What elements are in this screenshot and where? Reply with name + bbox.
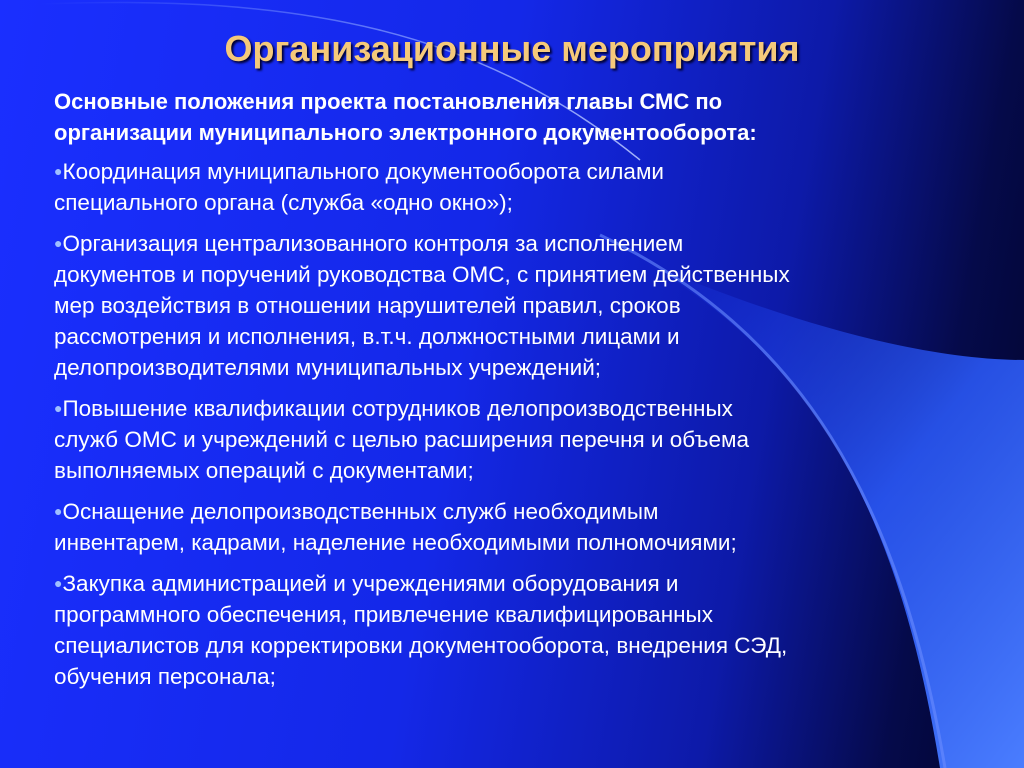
- slide-content: [54, 86, 1004, 702]
- bullet-line: программного обеспечения, привлечение квалифицированных: [54, 602, 713, 627]
- bullet-line: рассмотрения и исполнения, в.т.ч. должностными лицами и: [54, 324, 680, 349]
- bullet-line: [54, 568, 1004, 599]
- bullet-line: специального органа (служба «одно окно»);: [54, 190, 513, 215]
- bullet-item: [54, 496, 1004, 558]
- bullet-dot-icon: ●: [54, 400, 63, 416]
- bullet-text: Организация централизованного контроля за исполнением: [62, 231, 684, 256]
- bullet-line: [54, 228, 1004, 259]
- bullet-line: [54, 156, 1004, 187]
- bullet-line: документов и поручений руководства ОМС, с принятием действенных: [54, 262, 790, 287]
- bullet-line: инвентарем, кадрами, наделение необходимыми полномочиями;: [54, 530, 737, 555]
- intro-line: организации муниципального электронного документооборота:: [54, 120, 757, 145]
- bullet-text: Оснащение делопроизводственных служб необходимым: [62, 499, 659, 524]
- bullet-line: [54, 393, 1004, 424]
- bullet-line: делопроизводителями муниципальных учреждений;: [54, 355, 602, 380]
- bullet-text: Координация муниципального документооборота силами: [62, 159, 664, 184]
- bullet-line: служб ОМС и учреждений с целью расширения перечня и объема: [54, 427, 749, 452]
- bullet-line: [54, 496, 1004, 527]
- bullet-dot-icon: ●: [54, 235, 63, 251]
- bullet-line: мер воздействия в отношении нарушителей правил, сроков: [54, 293, 681, 318]
- bullet-line: выполняемых операций с документами;: [54, 458, 474, 483]
- intro-line: Основные положения проекта постановления главы СМС по: [54, 89, 723, 114]
- bullet-item: [54, 393, 1004, 486]
- bullet-line: специалистов для корректировки документооборота, внедрения СЭД,: [54, 633, 788, 658]
- bullet-dot-icon: ●: [54, 503, 63, 519]
- bullet-line: обучения персонала;: [54, 664, 276, 689]
- bullet-dot-icon: ●: [54, 163, 63, 179]
- bullet-text: Закупка администрацией и учреждениями оборудования и: [62, 571, 679, 596]
- bullet-dot-icon: ●: [54, 575, 63, 591]
- bullet-item: [54, 568, 1004, 692]
- intro-text: [54, 86, 1004, 148]
- bullet-item: [54, 156, 1004, 218]
- slide-title: Организационные мероприятия: [224, 28, 800, 69]
- bullet-text: Повышение квалификации сотрудников делопроизводственных: [62, 396, 733, 421]
- bullet-item: [54, 228, 1004, 383]
